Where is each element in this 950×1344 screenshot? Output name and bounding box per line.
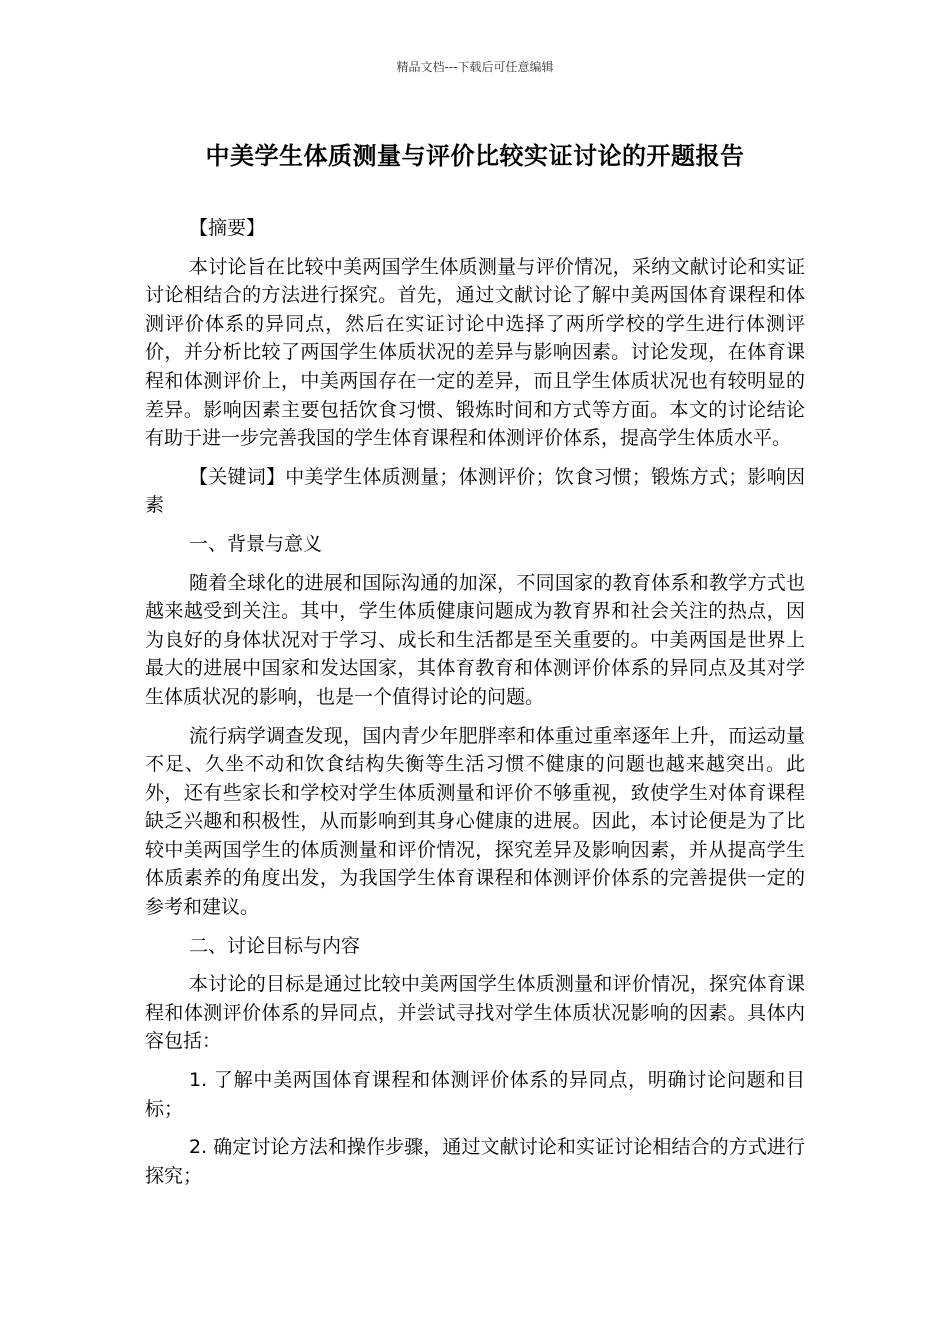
list-item-1: 1. 了解中美两国体育课程和体测评价体系的异同点，明确讨论问题和目标； [145,1069,805,1120]
abstract-heading: 【摘要】 [189,217,266,239]
header-note: 精品文档---下载后可任意编辑 [396,60,554,74]
section-2-paragraph-1: 本讨论的目标是通过比较中美两国学生体质测量和评价情况，探究体育课程和体测评价体系的异同点，并尝试寻找对学生体质状况影响的因素。具体内容包括： [145,973,805,1053]
section-2-heading: 二、讨论目标与内容 [189,934,361,957]
list-item-2: 2. 确定讨论方法和操作步骤，通过文献讨论和实证讨论相结合的方式进行探究； [145,1136,805,1187]
keywords-paragraph: 【关键词】中美学生体质测量；体测评价；饮食习惯；锻炼方式；影响因素 [145,465,805,517]
section-1-paragraph-1: 随着全球化的进展和国际沟通的加深，不同国家的教育体系和教学方式也越来越受到关注。其中，学生体质健康问题成为教育界和社会关注的热点，因为良好的身体状况对于学习、成长和生活都是至关重要的。中美两国是世界上最大的进展中国家和发达国家，其体育教育和体测评价体系的异同点及其对学生体质状况的影响，也是一个值得讨论的问题。 [145,571,805,708]
section-1-heading: 一、背景与意义 [189,532,323,555]
section-1-paragraph-2: 流行病学调查发现，国内青少年肥胖率和体重过重率逐年上升，而运动量不足、久坐不动和饮食结构失衡等生活习惯不健康的问题也越来越突出。此外，还有些家长和学校对学生体质测量和评价不够重视，致使学生对体育课程缺乏兴趣和积极性，从而影响到其身心健康的进展。因此，本讨论便是为了比较中美两国学生的体质测量和评价情况，探究差异及影响因素，并从提高学生体质素养的角度出发，为我国学生体育课程和体测评价体系的完善提供一定的参考和建议。 [145,724,805,919]
document-body [145,214,805,1200]
abstract-paragraph: 本讨论旨在比较中美两国学生体质测量与评价情况，采纳文献讨论和实证讨论相结合的方法进行探究。首先，通过文献讨论了解中美两国体育课程和体测评价体系的异同点，然后在实证讨论中选择了两所学校的学生进行体测评价，并分析比较了两国学生体质状况的差异与影响因素。讨论发现，在体育课程和体测评价上，中美两国存在一定的差异，而且学生体质状况也有较明显的差异。影响因素主要包括饮食习惯、锻炼时间和方式等方面。本文的讨论结论有助于进一步完善我国的学生体育课程和体测评价体系，提高学生体质水平。 [145,255,805,450]
document-title: 中美学生体质测量与评价比较实证讨论的开题报告 [205,142,745,170]
